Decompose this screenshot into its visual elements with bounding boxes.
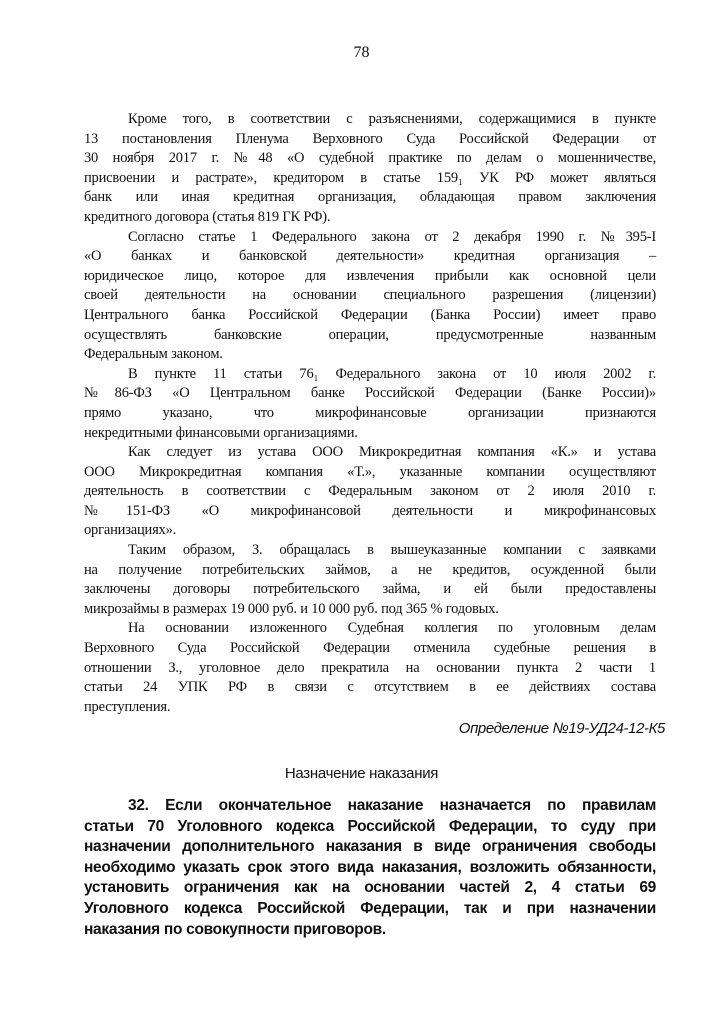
- document-body: [84, 110, 656, 717]
- text-line: кредитного договора (статья 819 ГК РФ).: [84, 208, 331, 225]
- text-line: Верховного Суда Российской Федерации отменила судебные решения в: [84, 640, 656, 657]
- text-line: осуществлять банковские операции, предусмотренные названным: [84, 326, 656, 343]
- text-line: №86-ФЗ «О Центральном банке Российской Федерации (Банке России)»: [84, 385, 656, 402]
- text-line: преступления.: [84, 698, 171, 715]
- text-line: некредитными финансовыми организациями.: [84, 424, 358, 441]
- text-line: ООО Микрокредитная компания «Т.», указанные компании осуществляют: [84, 463, 656, 480]
- paragraph-4: [84, 443, 656, 541]
- paragraph-1: [84, 110, 656, 228]
- text-line: Центрального банка Российской Федерации (Банка России) имеет право: [84, 306, 656, 323]
- bold-line: наказания по совокупности приговоров.: [84, 920, 386, 938]
- text-line: 13 постановления Пленума Верховного Суда Российской Федерации от: [84, 130, 656, 147]
- text-line: организациях».: [84, 522, 177, 539]
- text-line: деятельность в соответствии с Федеральным законом от 2 июля 2010 г.: [84, 483, 656, 500]
- text-line: юридическое лицо, которое для извлечения прибыли как основной цели: [84, 267, 656, 284]
- text-line: на получение потребительских займов, а не кредитов, осужденной были: [84, 561, 656, 578]
- text-line: Как следует из устава ООО Микрокредитная компания «К.» и устава: [128, 444, 656, 461]
- text-line: Таким образом, З. обращалась в вышеуказанные компании с заявками: [128, 542, 656, 559]
- paragraph-3: [84, 365, 656, 443]
- text-line: Кроме того, в соответствии с разъяснениями, содержащимися в пункте: [128, 111, 656, 127]
- bold-line: установить ограничения как на основании частей 2, 4 статьи 69: [84, 879, 656, 897]
- page-number: 78: [353, 44, 370, 61]
- bold-line: необходимо указать срок этого вида наказания, возложить обязанности,: [84, 858, 656, 876]
- text-line: отношении З., уголовное дело прекратила на основании пункта 2 части 1: [84, 659, 656, 676]
- text-line: банк или иная кредитная организация, обладающая правом заключения: [84, 189, 656, 206]
- paragraph-2: [84, 228, 656, 365]
- text-line: микрозаймы в размерах 19 000 руб. и 10 000 руб. под 365 % годовых.: [84, 600, 499, 617]
- bold-line: Уголовного кодекса Российской Федерации, так и при назначении: [84, 899, 656, 917]
- section-heading: Назначение наказания: [284, 765, 439, 782]
- bold-line: 32. Если окончательное наказание назначается по правилам: [128, 797, 656, 814]
- text-line: 30 ноября 2017 г. №48 «О судебной практике по делам о мошенничестве,: [84, 150, 656, 167]
- text-line: присвоении и растрате», кредитором в статье 159₁ УК РФ может являться: [84, 169, 656, 186]
- text-line: №151-ФЗ «О микрофинансовой деятельности и микрофинансовых: [84, 502, 656, 519]
- case-citation: Определение №19-УД24-12-К5: [458, 720, 665, 737]
- text-line: статьи 24 УПК РФ в связи с отсутствием в ее действиях состава: [84, 679, 656, 696]
- bold-line: назначении дополнительного наказания в виде ограничения свободы: [84, 838, 656, 856]
- text-line: прямо указано, что микрофинансовые организации признаются: [84, 404, 656, 421]
- bold-line: статьи 70 Уголовного кодекса Российской Федерации, то суду при: [84, 817, 656, 835]
- bold-paragraph-32: [84, 796, 656, 940]
- text-line: заключены договоры потребительского займа, и ей были предоставлены: [84, 581, 656, 598]
- text-line: На основании изложенного Судебная коллегия по уголовным делам: [128, 620, 656, 637]
- text-line: Согласно статье 1 Федерального закона от 2 декабря 1990 г. №395-I: [128, 228, 656, 245]
- text-line: В пункте 11 статьи 76₁ Федерального закона от 10 июля 2002 г.: [128, 365, 656, 382]
- text-line: Федеральным законом.: [84, 346, 223, 363]
- paragraph-5: [84, 541, 656, 619]
- paragraph-6: [84, 619, 656, 717]
- text-line: «О банках и банковской деятельности» кредитная организация –: [84, 248, 656, 265]
- text-line: своей деятельности на основании специального разрешения (лицензии): [84, 287, 656, 304]
